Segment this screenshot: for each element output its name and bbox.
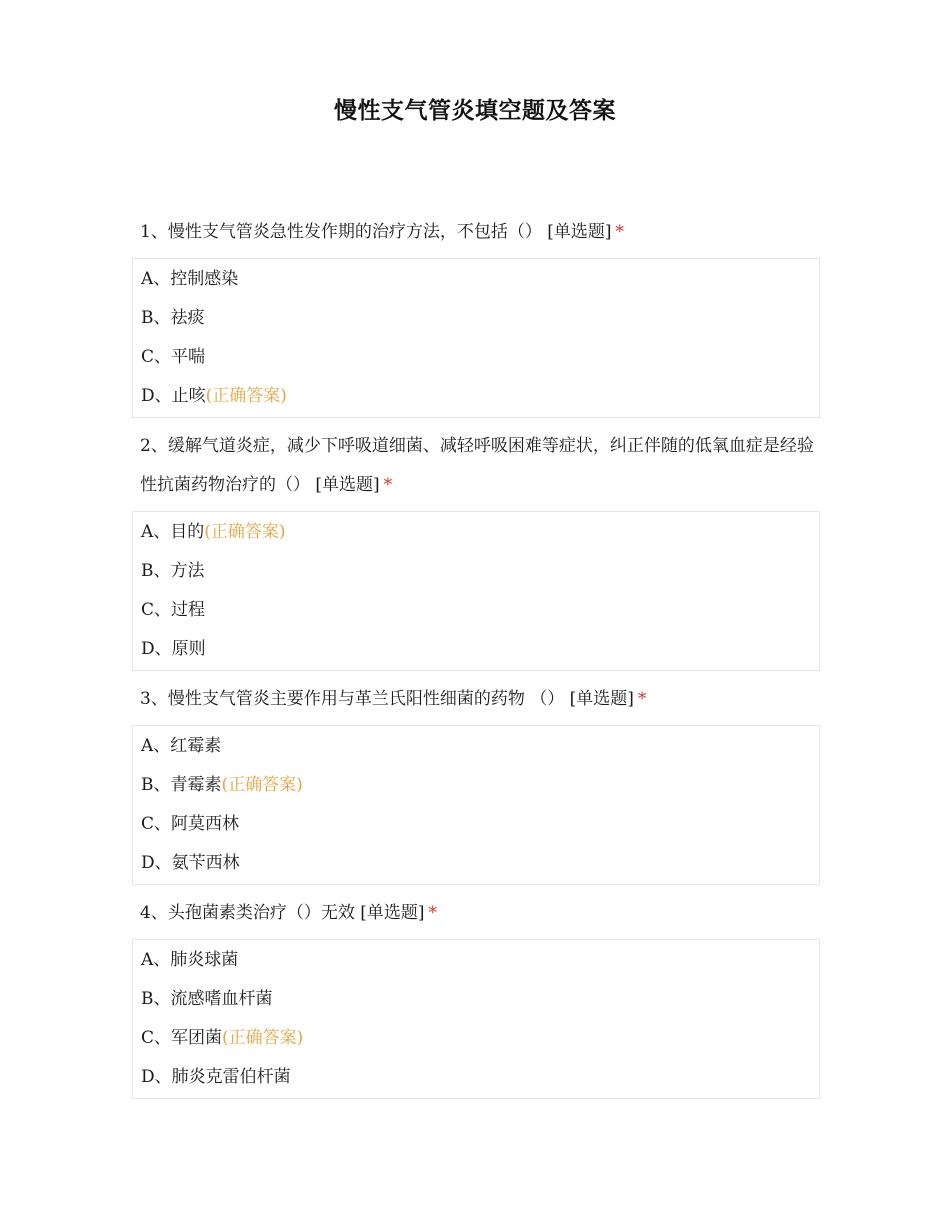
option-b[interactable]: [133, 981, 819, 1020]
question-text: [132, 213, 820, 252]
option-b[interactable]: [133, 300, 819, 339]
question-label: 1、慢性支气管炎急性发作期的治疗方法，不包括（） [单选题]: [140, 222, 612, 242]
option-label: D、氨苄西林: [141, 853, 240, 873]
option-label: B、祛痰: [141, 308, 205, 328]
question-text: [132, 894, 820, 933]
option-label: C、阿莫西林: [141, 814, 240, 834]
option-d[interactable]: [133, 1059, 819, 1098]
option-label: B、青霉素: [141, 775, 222, 795]
option-c[interactable]: [133, 592, 819, 631]
option-c[interactable]: [133, 1020, 819, 1059]
question-text: [132, 680, 820, 719]
option-label: A、目的: [141, 522, 205, 542]
option-label: D、肺炎克雷伯杆菌: [141, 1067, 291, 1087]
correct-answer-mark: (正确答案): [221, 775, 303, 795]
option-label: A、控制感染: [141, 269, 239, 289]
option-d[interactable]: [133, 378, 819, 417]
correct-answer-mark: (正确答案): [204, 522, 286, 542]
option-label: A、肺炎球菌: [141, 950, 239, 970]
option-label: B、流感嗜血杆菌: [141, 989, 273, 1009]
page-title: 慢性支气管炎填空题及答案: [334, 98, 616, 124]
question-4: [132, 894, 820, 1099]
correct-answer-mark: (正确答案): [205, 386, 287, 406]
correct-answer-mark: (正确答案): [222, 1028, 304, 1048]
question-2: [132, 427, 820, 671]
option-c[interactable]: [133, 806, 819, 845]
options-box: [132, 511, 820, 671]
required-mark: *: [428, 903, 437, 923]
question-1: [132, 213, 820, 418]
options-box: [132, 258, 820, 418]
option-d[interactable]: [133, 845, 819, 884]
option-label: C、平喘: [141, 347, 206, 367]
option-label: A、红霉素: [141, 736, 222, 756]
option-a[interactable]: [133, 514, 819, 553]
required-mark: *: [383, 475, 393, 495]
question-label: 3、慢性支气管炎主要作用与革兰氏阳性细菌的药物 （） [单选题]: [140, 689, 634, 709]
option-a[interactable]: [133, 728, 819, 767]
option-d[interactable]: [133, 631, 819, 670]
option-a[interactable]: [133, 942, 819, 981]
options-box: [132, 725, 820, 885]
option-label: C、过程: [141, 600, 206, 620]
option-label: B、方法: [141, 561, 205, 581]
question-3: [132, 680, 820, 885]
option-c[interactable]: [133, 339, 819, 378]
required-mark: *: [637, 689, 647, 709]
question-label: 4、头孢菌素类治疗（）无效 [单选题]: [140, 903, 425, 923]
option-label: D、原则: [141, 639, 206, 659]
option-a[interactable]: [133, 261, 819, 300]
option-b[interactable]: [133, 767, 819, 806]
question-label: 2、缓解气道炎症，减少下呼吸道细菌、减轻呼吸困难等症状，纠正伴随的低氧血症是经验性抗菌药物治疗的（） [单选题]: [140, 436, 814, 495]
option-b[interactable]: [133, 553, 819, 592]
option-label: C、军团菌: [141, 1028, 223, 1048]
options-box: [132, 939, 820, 1099]
required-mark: *: [615, 222, 624, 242]
option-label: D、止咳: [141, 386, 206, 406]
question-text: [132, 427, 820, 505]
